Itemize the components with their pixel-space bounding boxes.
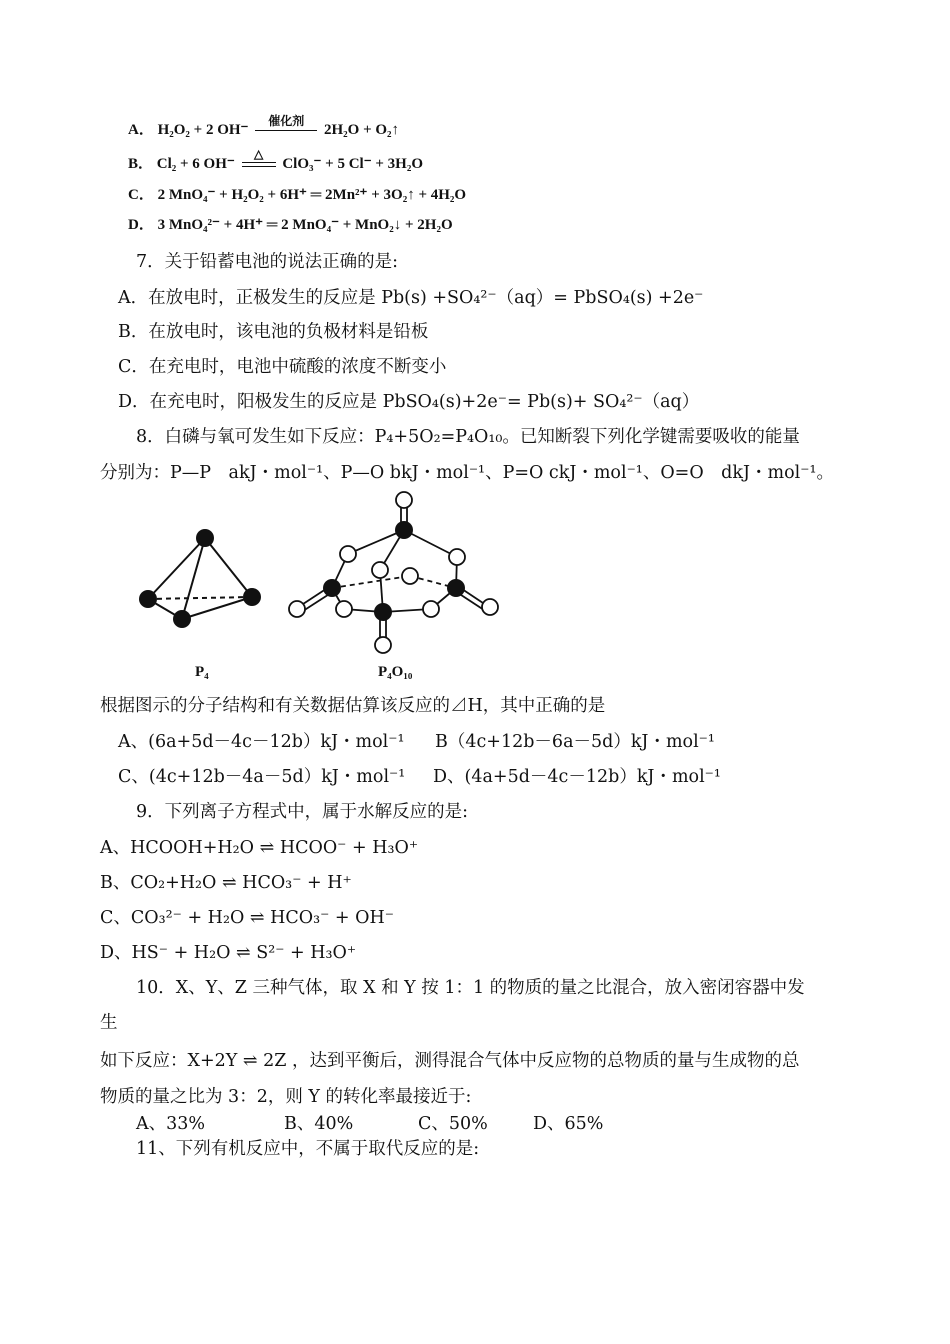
q6-option-a — [128, 114, 400, 140]
q7-option-c: C．在充电时，电池中硫酸的浓度不断变小 — [118, 357, 447, 377]
q10-stem-line1: 10．X、Y、Z 三种气体，取 X 和 Y 按 1：1 的物质的量之比混合，放入密闭容器中发 — [136, 978, 805, 998]
q8-stem-line3: 根据图示的分子结构和有关数据估算该反应的⊿H，其中正确的是 — [100, 696, 606, 716]
q9-option-a: A、HCOOH+H₂O ⇌ HCOO⁻ + H₃O⁺ — [100, 838, 419, 858]
q9-option-b: B、CO₂+H₂O ⇌ HCO₃⁻ + H⁺ — [100, 873, 352, 893]
equation-right: 2H₂O + O₂↑ — [323, 122, 400, 138]
equation-right: ClO₃⁻ + 5 Cl⁻ + 3H₂O — [282, 156, 423, 172]
p4-caption: P₄ — [195, 664, 209, 680]
equation-text: 2 MnO₄⁻ + H₂O₂ + 6H⁺ ═ 2Mn²⁺ + 3O₂↑ + 4H₂O — [157, 187, 467, 203]
q10-option-c: C、50% — [418, 1114, 488, 1134]
p4-structure — [148, 538, 252, 619]
condition-arrow — [239, 147, 279, 174]
q9-stem: 9．下列离子方程式中，属于水解反应的是: — [136, 802, 469, 822]
option-label: B． — [128, 156, 154, 172]
q6-option-c — [128, 185, 466, 205]
equation-left: Cl₂ + 6 OH⁻ — [156, 156, 235, 172]
q10-option-b: B、40% — [284, 1114, 354, 1134]
q11-stem: 11、下列有机反应中，不属于取代反应的是: — [136, 1139, 480, 1159]
option-label: D． — [128, 217, 154, 233]
p4o10-caption: P₄O₁₀ — [378, 664, 413, 680]
catalyst-label: 催化剂 — [268, 114, 305, 128]
q6-option-d — [128, 215, 453, 235]
q8-stem-line1: 8．白磷与氧可发生如下反应：P₄+5O₂=P₄O₁₀。已知断裂下列化学键需要吸收的能量 — [136, 427, 800, 447]
q8-stem-line2: 分别为：P—P akJ・mol⁻¹、P—O bkJ・mol⁻¹、P=O ckJ・mol⁻¹、O=O dkJ・mol⁻¹。 — [100, 463, 834, 483]
q7-option-d: D．在充电时，阳极发生的反应是 PbSO₄(s)+2e⁻= Pb(s)+ SO₄²⁻（aq） — [118, 392, 700, 412]
heat-symbol: △ — [253, 147, 264, 161]
q10-stem-line1b: 生 — [100, 1013, 118, 1033]
q7-option-a: A．在放电时，正极发生的反应是 Pb(s) +SO₄²⁻（aq）= PbSO₄(s) +2e⁻ — [118, 288, 704, 308]
condition-arrow — [252, 114, 320, 140]
option-label: A． — [128, 122, 154, 138]
q10-option-d: D、65% — [533, 1114, 604, 1134]
equation-text: 3 MnO₄²⁻ + 4H⁺ ═ 2 MnO₄⁻ + MnO₂↓ + 2H₂O — [157, 217, 453, 233]
q8-option-b: B（4c+12b－6a－5d）kJ・mol⁻¹ — [435, 732, 715, 752]
q9-option-d: D、HS⁻ + H₂O ⇌ S²⁻ + H₃O⁺ — [100, 943, 357, 963]
q8-option-c: C、(4c+12b－4a－5d）kJ・mol⁻¹ — [118, 767, 406, 787]
q8-option-a: A、(6a+5d－4c－12b）kJ・mol⁻¹ — [118, 732, 405, 752]
equation-left: H₂O₂ + 2 OH⁻ — [157, 122, 249, 138]
q10-stem-line3: 物质的量之比为 3：2，则 Y 的转化率最接近于: — [100, 1087, 472, 1107]
q7-stem: 7．关于铅蓄电池的说法正确的是: — [136, 252, 399, 272]
p4o10-structure — [300, 504, 486, 640]
q7-option-b: B．在放电时，该电池的负极材料是铅板 — [118, 322, 429, 342]
q6-option-b — [128, 147, 423, 174]
q10-option-a: A、33% — [136, 1114, 206, 1134]
q9-option-c: C、CO₃²⁻ + H₂O ⇌ HCO₃⁻ + OH⁻ — [100, 908, 394, 928]
option-label: C． — [128, 187, 154, 203]
q8-option-d: D、(4a+5d－4c－12b）kJ・mol⁻¹ — [433, 767, 721, 787]
q10-stem-line2: 如下反应：X+2Y ⇌ 2Z ，达到平衡后，测得混合气体中反应物的总物质的量与生成物的总 — [100, 1051, 800, 1071]
